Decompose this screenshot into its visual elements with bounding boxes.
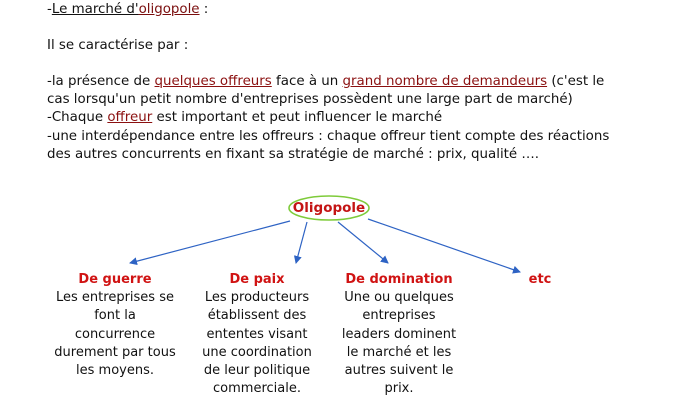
branch-heading: De paix <box>229 272 285 287</box>
text-line-2: cas lorsqu'un petit nombre d'entreprises possèdent une large part de marché) <box>47 92 573 107</box>
branch-description: Les entreprises se font la concurrence durement par tous les moyens. <box>54 290 176 379</box>
title-prefix: - <box>47 2 52 17</box>
branch-de-guerre <box>40 271 190 380</box>
arrow-de-guerre <box>130 221 290 263</box>
branch-heading: etc <box>528 272 552 287</box>
branch-description: Les producteurs établissent des ententes visant une coordination de leur politique commerciale. <box>202 290 312 397</box>
keyword-grand-nombre-de-demandeurs: grand nombre de demandeurs <box>342 74 548 89</box>
arrow-de-domination <box>338 222 388 263</box>
branch-de-paix <box>188 271 326 398</box>
line3-part1: -Chaque <box>47 110 108 125</box>
title-suffix: : <box>199 2 209 17</box>
arrow-de-paix <box>296 222 307 263</box>
title-keyword: oligopole <box>138 2 200 17</box>
keyword-quelques-offreurs: quelques offreurs <box>154 74 272 89</box>
branch-de-domination <box>326 271 472 398</box>
line1-part2: face à un <box>271 74 343 89</box>
text-line-5: des autres concurrents en fixant sa stratégie de marché : prix, qualité …. <box>47 147 540 162</box>
arrow-etc <box>368 219 520 272</box>
keyword-offreur: offreur <box>107 110 153 125</box>
diagram-center-label: Oligopole <box>292 200 366 216</box>
line3-part2: est important et peut influencer le marché <box>152 110 443 125</box>
branch-description: Une ou quelques entreprises leaders dominent le marché et les autres suivent le prix. <box>341 290 457 397</box>
branch-etc <box>508 271 572 289</box>
title-underlined-start: Le marché d' <box>51 2 139 17</box>
line1-part3: (c'est le <box>547 74 605 89</box>
intro-text: Il se caractérise par : <box>47 38 189 53</box>
branch-heading: De guerre <box>78 272 152 287</box>
text-line-4: -une interdépendance entre les offreurs : chaque offreur tient compte des réactions <box>47 129 610 144</box>
line1-part1: -la présence de <box>47 74 155 89</box>
branch-heading: De domination <box>345 272 453 287</box>
